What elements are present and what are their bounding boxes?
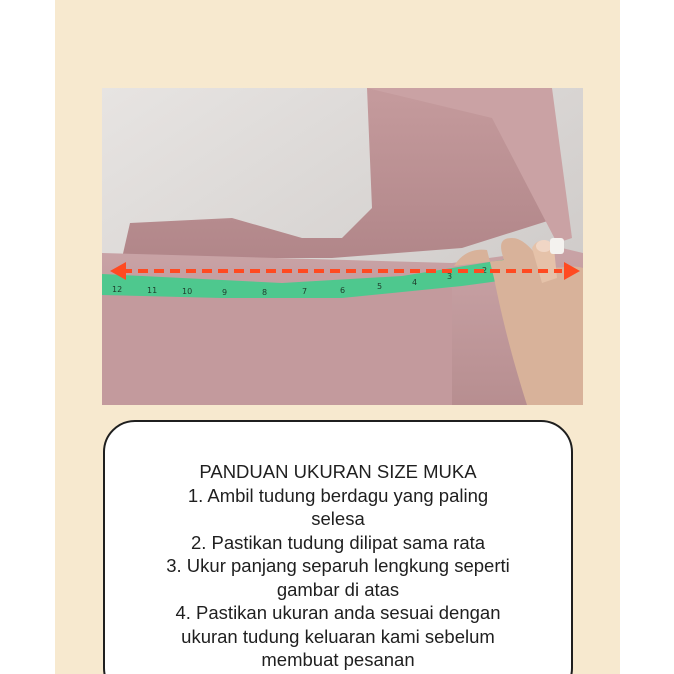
tape-number: 11 <box>147 286 158 295</box>
photo-illustration <box>102 88 583 405</box>
tape-number: 7 <box>302 287 308 296</box>
cream-panel <box>55 0 620 674</box>
tape-end-clip <box>550 238 564 254</box>
tape-number: 6 <box>340 286 346 295</box>
guide-step <box>105 484 571 531</box>
tape-number: 3 <box>447 272 453 281</box>
guide-step <box>105 554 571 601</box>
guide-step-line: 2. Pastikan tudung dilipat sama rata <box>190 531 486 553</box>
tape-number: 12 <box>112 285 123 294</box>
guide-step-line: gambar di atas <box>276 578 400 600</box>
fabric-lower-face <box>102 288 452 405</box>
tape-number: 4 <box>412 278 418 287</box>
guide-step-line: 1. Ambil tudung berdagu yang paling <box>187 484 489 506</box>
guide-step-line: selesa <box>311 508 365 529</box>
tape-number: 5 <box>377 282 383 291</box>
guide-step-line: 3. Ukur panjang separuh lengkung seperti <box>166 555 510 576</box>
tape-number: 2 <box>482 266 488 275</box>
thumbnail <box>536 240 552 252</box>
guide-title: PANDUAN UKURAN SIZE MUKA <box>199 461 477 482</box>
guide-step <box>105 531 571 555</box>
guide-card <box>103 420 573 674</box>
guide-text <box>105 460 571 672</box>
guide-step <box>105 601 571 672</box>
measurement-photo <box>102 88 583 405</box>
tape-number: 10 <box>182 287 193 296</box>
tape-number: 9 <box>222 288 228 297</box>
tape-number: 8 <box>262 288 268 297</box>
guide-step-line: 4. Pastikan ukuran anda sesuai dengan <box>175 602 501 623</box>
guide-step-line: ukuran tudung keluaran kami sebelum <box>181 625 495 647</box>
guide-step-line: membuat pesanan <box>261 649 415 670</box>
